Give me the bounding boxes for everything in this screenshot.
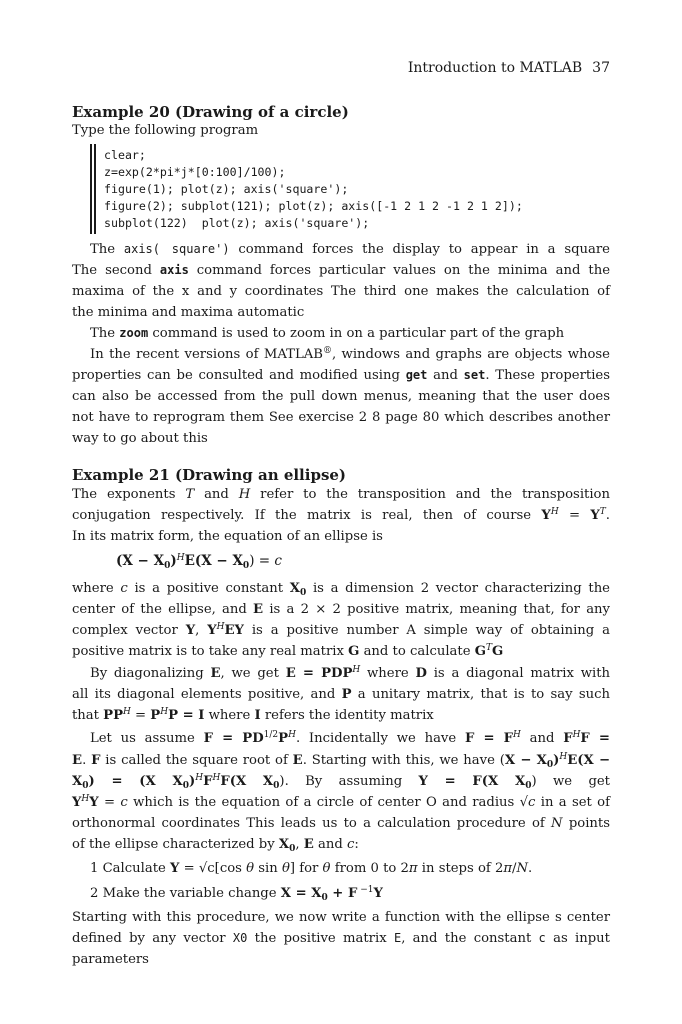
paragraph-line: complex vector Y, $Y^HEY$ is a positive number A simple way of obtaining a [72, 622, 610, 638]
code-line: clear; [104, 148, 146, 162]
paragraph-line: The zoom command is used to zoom in on a particular part of the graph [90, 326, 565, 341]
paragraph-line: The second axis command forces particular values on the minima and the [72, 263, 611, 278]
example-20-title: Example 20 (Drawing of a circle) [72, 103, 349, 121]
procedure-step-2: 2 Make the variable change $X = X_0 + F$ $^{-1}$Y [90, 885, 383, 903]
paragraph-line: $X_0) = (X$ $X_0)^HF^HF(X$ $X_0$). By assuming Y = F(X $X_0$) we get [72, 773, 610, 791]
paragraph-line: Starting with this procedure, we now write a function with the ellipse s center [72, 910, 610, 925]
running-title: Introduction to MATLAB [407, 60, 583, 76]
paragraph-line: $Y^HY = c$ which is the equation of a circle of center O and radius √c in a set of [72, 794, 610, 810]
example-21-title: Example 21 (Drawing an ellipse) [72, 466, 347, 484]
code-block [90, 144, 610, 234]
paragraph-line: defined by any vector X0 the positive matrix E, and the constant c as input [72, 931, 610, 946]
paragraph-line: In its matrix form, the equation of an ellipse is [72, 529, 383, 544]
example-20-intro: Type the following program [72, 123, 259, 138]
paragraph-line: Let us assume $F = PD^{1/2}P^H$. Incidentally we have $F = F^H$ and $F^HF$ = [90, 730, 610, 746]
paragraph-line: parameters [72, 952, 149, 967]
code-line: subplot(122) plot(z); axis('square'); [104, 216, 370, 230]
code-line: figure(1); plot(z); axis('square'); [104, 182, 349, 196]
paragraph-line: can also be accessed from the pull down menus, meaning that the user does [72, 389, 610, 404]
paragraph-line: positive matrix is to take any real matrix G and to calculate $G^TG$ [72, 643, 504, 659]
paragraph-line: way to go about this [72, 431, 208, 446]
paragraph-line: that $PP^H = P^HP = I$ where I refers the identity matrix [72, 707, 434, 723]
paragraph-line: maxima of the x and y coordinates The third one makes the calculation of [72, 284, 610, 299]
ellipse-equation: $(X - X_0)^HE(X - X_0) = c$ [116, 553, 282, 571]
paragraph-line: The axis( square') command forces the display to appear in a square [90, 242, 610, 257]
paragraph-line: the minima and maxima automatic [72, 305, 305, 320]
code-rule-left [90, 144, 92, 234]
page-number: 37 [592, 60, 610, 76]
paragraph-line: E. F is called the square root of E. Starting with this, we have $(X - X_0)^HE(X$ − [72, 752, 610, 770]
paragraph-line: The exponents T and H refer to the transposition and the transposition [72, 487, 610, 502]
code-line: figure(2); subplot(121); plot(z); axis([-1 2 1 2 -1 2 1 2]); [104, 199, 523, 213]
paragraph-line: In the recent versions of MATLAB®, windows and graphs are objects whose [90, 346, 610, 362]
paragraph-line: all its diagonal elements positive, and P a unitary matrix, that is to say such [72, 687, 610, 702]
paragraph-line: conjugation respectively. If the matrix is real, then of course $Y^H = Y^T$. [72, 507, 610, 523]
paragraph-line: of the ellipse characterized by $X_0$, E and c: [72, 837, 359, 854]
paragraph-line: properties can be consulted and modified using get and set. These properties [72, 368, 611, 383]
paragraph-line: not have to reprogram them See exercise 2 8 page 80 which describes another [72, 410, 610, 425]
paragraph-line: By diagonalizing E, we get $E = PDP^H$ where D is a diagonal matrix with [90, 665, 611, 681]
paragraph-line: where c is a positive constant $X_0$ is a dimension 2 vector characterizing the [72, 581, 610, 598]
running-header [408, 60, 610, 76]
code-line: z=exp(2*pi*j*[0:100]/100); [104, 165, 286, 179]
paragraph-line: orthonormal coordinates This leads us to a calculation procedure of N points [72, 816, 610, 831]
code-rule-right [94, 144, 96, 234]
paragraph-line: center of the ellipse, and E is a 2 × 2 positive matrix, meaning that, for any [72, 602, 610, 617]
procedure-step-1: 1 Calculate Y = √c[cos θ sin θ] for θ from 0 to 2π in steps of 2π/N. [90, 861, 533, 876]
